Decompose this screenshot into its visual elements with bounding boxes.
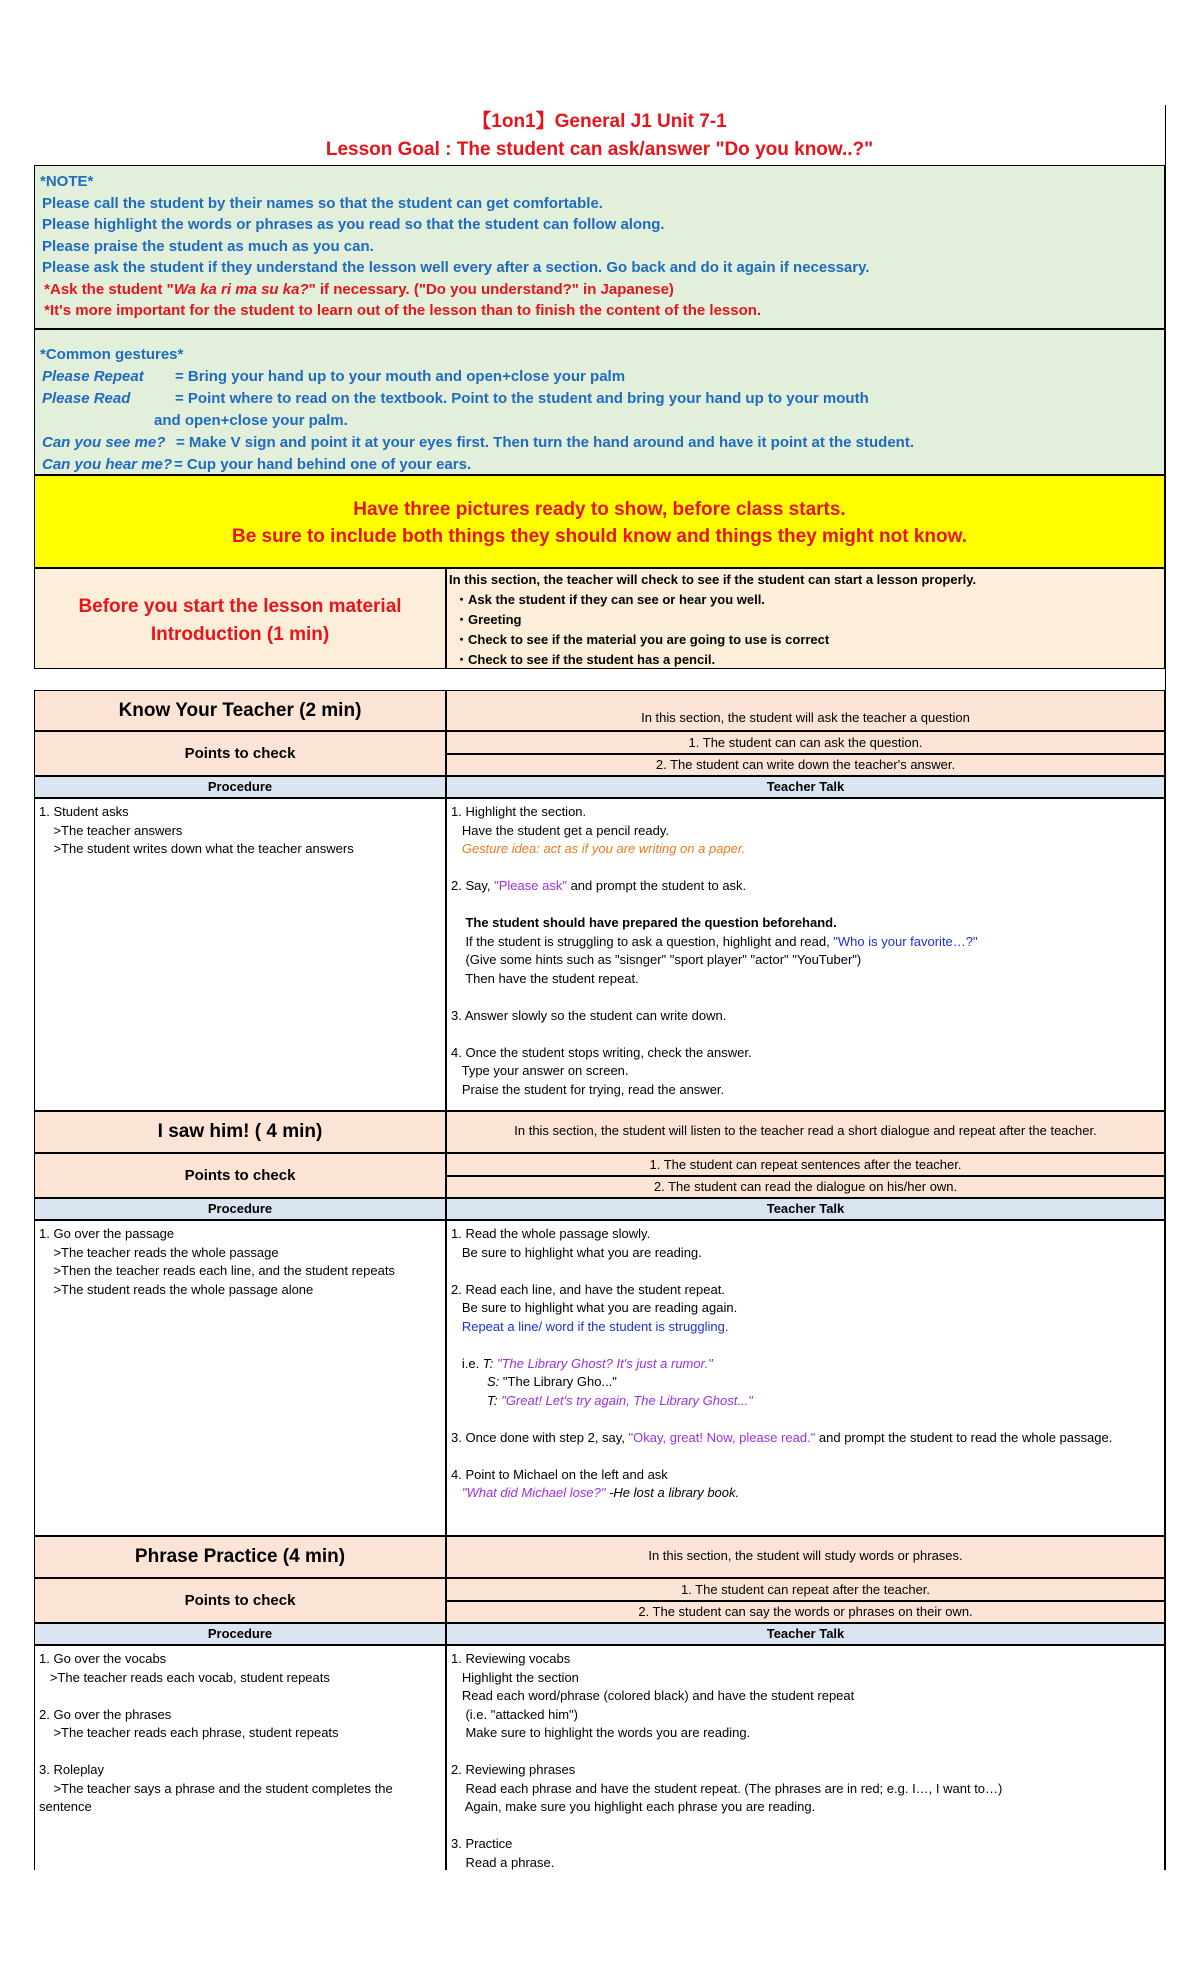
- points-label-cell: [34, 1153, 446, 1198]
- section-title-cell: [34, 690, 446, 731]
- talk-line: The student should have prepared the question beforehand.: [451, 915, 837, 930]
- intro-bullet: ・Ask the student if they can see or hear you well.: [455, 592, 765, 607]
- note-heading: *NOTE*: [40, 173, 94, 190]
- talk-line: 4. Once the student stops writing, check the answer.: [451, 1044, 752, 1060]
- teacher-talk-label: Teacher Talk: [766, 779, 845, 794]
- note-line: Please call the student by their names so that the student can get comfortable.: [42, 194, 603, 212]
- intro-bullet: ・Check to see if the material you are going to use is correct: [455, 632, 830, 647]
- section-title: Phrase Practice (4 min): [134, 1546, 346, 1567]
- procedure-line: sentence: [39, 1799, 92, 1814]
- talk-line: Have the student get a pencil ready.: [451, 822, 670, 838]
- intro-heading: In this section, the teacher will check to see if the student can start a lesson properly.: [449, 572, 977, 587]
- point-text: 1. The student can can ask the question.: [688, 735, 923, 750]
- section-desc: In this section, the student will ask the teacher a question: [641, 710, 970, 725]
- teacher-talk-cell: [446, 1645, 1165, 1870]
- talk-line: Repeat a line/ word if the student is struggling.: [451, 1318, 729, 1334]
- talk-line: 1. Highlight the section.: [451, 804, 587, 819]
- procedure-label: Procedure: [207, 779, 273, 794]
- talk-line: 2. Say, "Please ask" and prompt the student to ask.: [451, 878, 747, 893]
- talk-line: 3. Once done with step 2, say, "Okay, great! Now, please read." and prompt the student to read the whole passage.: [451, 1429, 1113, 1445]
- teacher-talk-cell: [446, 798, 1165, 1111]
- talk-line: Praise the student for trying, read the answer.: [451, 1081, 725, 1097]
- section-title: Know Your Teacher (2 min): [118, 700, 362, 721]
- talk-line: If the student is struggling to ask a question, highlight and read, "Who is your favorite…?": [451, 933, 978, 949]
- talk-line: Read each phrase and have the student repeat. (The phrases are in red; e.g. I…, I want to…): [451, 1780, 1003, 1796]
- procedure-line: 3. Roleplay: [39, 1762, 105, 1777]
- point-cell: [446, 1601, 1165, 1623]
- talk-line: 2. Read each line, and have the student repeat.: [451, 1281, 725, 1297]
- talk-line: 1. Read the whole passage slowly.: [451, 1226, 651, 1241]
- intro-title-cell: [34, 568, 446, 669]
- procedure-header: [34, 1623, 446, 1645]
- section-desc-cell: [446, 1111, 1165, 1153]
- intro-bullet: ・Check to see if the student has a pencil.: [455, 652, 716, 667]
- procedure-line: >The teacher reads the whole passage: [39, 1244, 279, 1260]
- talk-line: (i.e. "attacked him"): [451, 1706, 578, 1722]
- procedure-line: 2. Go over the phrases: [39, 1706, 172, 1722]
- procedure-header: [34, 776, 446, 798]
- procedure-line: 1. Go over the vocabs: [39, 1651, 167, 1666]
- point-text: 1. The student can repeat after the teacher.: [680, 1582, 931, 1597]
- preparation-banner: [34, 475, 1165, 568]
- talk-line: Highlight the section: [451, 1669, 579, 1685]
- procedure-line: >The student writes down what the teacher answers: [39, 841, 354, 856]
- teacher-talk-cell: [446, 1220, 1165, 1536]
- talk-line: Be sure to highlight what you are reading again.: [451, 1300, 738, 1315]
- talk-line: Read each word/phrase (colored black) and have the student repeat: [451, 1688, 855, 1703]
- point-cell: [446, 1153, 1165, 1176]
- procedure-line: 1. Student asks: [39, 804, 129, 819]
- teacher-talk-header: [446, 776, 1165, 798]
- procedure-cell: [34, 798, 446, 1111]
- procedure-line: >The teacher reads each vocab, student repeats: [39, 1669, 330, 1685]
- example-line: T: "Great! Let's try again, The Library Ghost...": [487, 1392, 753, 1408]
- ask-note: *Ask the student "Wa ka ri ma su ka?" if necessary. ("Do you understand?" in Japanese): [40, 280, 674, 298]
- banner-line: Have three pictures ready to show, before class starts.: [353, 499, 846, 520]
- point-cell: [446, 731, 1165, 754]
- procedure-cell: [34, 1645, 446, 1870]
- procedure-line: >The teacher says a phrase and the student completes the: [39, 1780, 393, 1796]
- note-line: Please highlight the words or phrases as you read so that the student can follow along.: [42, 216, 665, 233]
- points-label: Points to check: [184, 745, 296, 762]
- points-label: Points to check: [184, 1167, 296, 1184]
- talk-line: 3. Answer slowly so the student can write down.: [451, 1007, 727, 1023]
- gesture-item: Can you hear me? = Cup your hand behind one of your ears.: [42, 456, 472, 473]
- procedure-cell: [34, 1220, 446, 1536]
- banner-line: Be sure to include both things they should know and things they might not know.: [231, 526, 968, 547]
- lesson-goal: Lesson Goal : The student can ask/answer "Do you know..?": [325, 139, 874, 160]
- talk-line: 4. Point to Michael on the left and ask: [451, 1466, 668, 1482]
- point-text: 2. The student can read the dialogue on his/her own.: [653, 1179, 958, 1194]
- point-cell: [446, 1578, 1165, 1601]
- intro-bullet: ・Greeting: [455, 612, 522, 627]
- procedure-header: [34, 1198, 446, 1220]
- talk-line: 1. Reviewing vocabs: [451, 1651, 571, 1666]
- section-title-cell: [34, 1111, 446, 1153]
- note-line: Please ask the student if they understand the lesson well every after a section. Go back and do it again if necessary.: [42, 259, 870, 276]
- example-line: i.e. T: "The Library Ghost? It's just a rumor.": [451, 1355, 713, 1371]
- talk-line: Then have the student repeat.: [451, 970, 639, 986]
- point-cell: [446, 1176, 1165, 1198]
- points-label: Points to check: [184, 1592, 296, 1609]
- gesture-item: and open+close your palm.: [154, 412, 348, 429]
- gesture-item: Please Read = Point where to read on the textbook. Point to the student and bring your hand up to your mouth: [42, 390, 869, 407]
- intro-detail-cell: [446, 568, 1165, 669]
- points-label-cell: [34, 1578, 446, 1623]
- talk-line: "What did Michael lose?" -He lost a library book.: [451, 1485, 740, 1500]
- teacher-talk-header: [446, 1623, 1165, 1645]
- intro-duration: Introduction (1 min): [150, 624, 330, 645]
- procedure-line: >The teacher reads each phrase, student repeats: [39, 1725, 339, 1740]
- section-title-cell: [34, 1536, 446, 1578]
- talk-line: Type your answer on screen.: [451, 1063, 629, 1078]
- teacher-talk-label: Teacher Talk: [766, 1626, 845, 1641]
- gestures-content: [40, 344, 1160, 476]
- talk-line: 3. Practice: [451, 1836, 513, 1851]
- procedure-line: 1. Go over the passage: [39, 1226, 175, 1241]
- section-desc: In this section, the student will listen to the teacher read a short dialogue and repeat after the teacher.: [514, 1123, 1097, 1138]
- teacher-talk-label: Teacher Talk: [766, 1201, 845, 1216]
- procedure-label: Procedure: [207, 1626, 273, 1641]
- points-label-cell: [34, 731, 446, 776]
- procedure-label: Procedure: [207, 1201, 273, 1216]
- intro-title: Before you start the lesson material: [78, 596, 402, 617]
- talk-line: Make sure to highlight the words you are reading.: [451, 1725, 751, 1740]
- gesture-item: Can you see me? = Make V sign and point it at your eyes first. Then turn the hand around and have it point at the student.: [42, 434, 914, 451]
- point-text: 2. The student can write down the teacher's answer.: [655, 757, 956, 772]
- section-desc: In this section, the student will study words or phrases.: [648, 1548, 963, 1563]
- procedure-line: >Then the teacher reads each line, and the student repeats: [39, 1263, 395, 1278]
- gestures-heading: *Common gestures*: [40, 346, 184, 363]
- example-line: S: "The Library Gho...": [487, 1374, 617, 1389]
- gesture-item: Please Repeat = Bring your hand up to your mouth and open+close your palm: [42, 368, 626, 385]
- document-title: 【1on1】General J1 Unit 7-1: [472, 111, 727, 132]
- talk-line: (Give some hints such as "sisnger" "sport player" "actor" "YouTuber"): [451, 952, 862, 967]
- point-text: 1. The student can repeat sentences after the teacher.: [649, 1157, 962, 1172]
- section-desc-cell: [446, 690, 1165, 731]
- point-cell: [446, 754, 1165, 776]
- talk-line: Read a phrase.: [451, 1854, 555, 1870]
- talk-line: 2. Reviewing phrases: [451, 1762, 576, 1777]
- gesture-idea: Gesture idea: act as if you are writing on a paper.: [451, 841, 746, 856]
- section-title: I saw him! ( 4 min): [157, 1121, 323, 1142]
- teacher-talk-header: [446, 1198, 1165, 1220]
- note-content: [40, 171, 1160, 322]
- talk-line: Be sure to highlight what you are reading.: [451, 1244, 702, 1260]
- section-desc-cell: [446, 1536, 1165, 1578]
- talk-line: Again, make sure you highlight each phrase you are reading.: [451, 1799, 816, 1814]
- point-text: 2. The student can say the words or phrases on their own.: [638, 1604, 973, 1619]
- procedure-line: >The teacher answers: [39, 822, 183, 838]
- note-line: Please praise the student as much as you can.: [42, 237, 374, 255]
- important-note: *It's more important for the student to learn out of the lesson than to finish the content of the lesson.: [40, 302, 762, 319]
- procedure-line: >The student reads the whole passage alone: [39, 1281, 314, 1297]
